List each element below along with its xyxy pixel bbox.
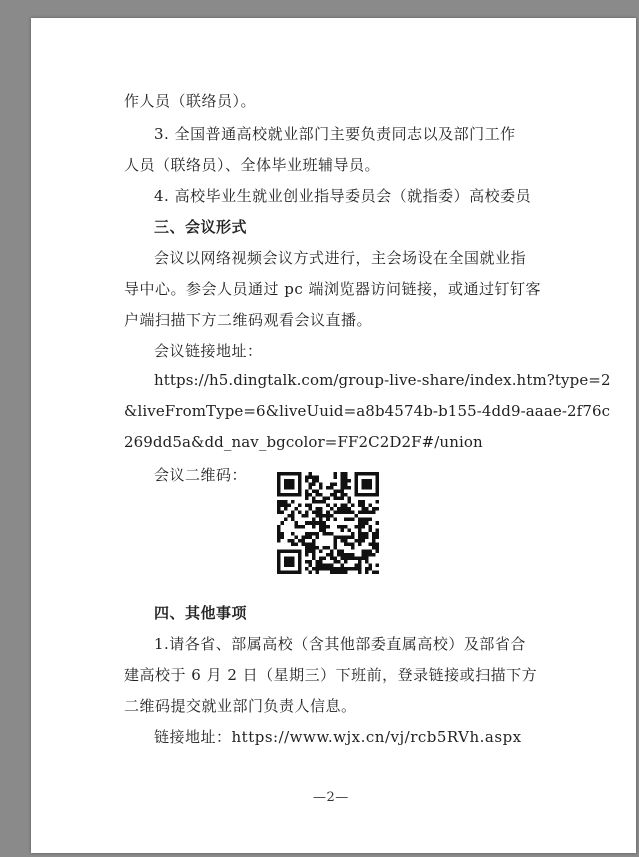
meeting-link-url[interactable]: https://h5.dingtalk.com/group-live-share/index.htm?type=2 bbox=[154, 371, 611, 389]
text-line: 1.请各省、部属高校（含其他部委直属高校）及部省合 bbox=[154, 635, 526, 653]
text-line: 导中心。参会人员通过 pc 端浏览器访问链接，或通过钉钉客 bbox=[124, 280, 542, 298]
section-heading-other-matters: 四、其他事项 bbox=[154, 604, 248, 622]
text-line: 建高校于 6 月 2 日（星期三）下班前，登录链接或扫描下方 bbox=[124, 666, 538, 684]
meeting-link-label: 会议链接地址： bbox=[154, 342, 263, 360]
text-line: 3. 全国普通高校就业部门主要负责同志以及部门工作 bbox=[154, 125, 516, 143]
text-line: 人员（联络员）、全体毕业班辅导员。 bbox=[124, 156, 381, 174]
meeting-link-url[interactable]: 269dd5a&dd_nav_bgcolor=FF2C2D2F#/union bbox=[124, 433, 483, 451]
document-page bbox=[31, 18, 636, 853]
registration-link[interactable]: 链接地址：https://www.wjx.cn/vj/rcb5RVh.aspx bbox=[154, 728, 522, 746]
page-number: —2— bbox=[313, 790, 349, 805]
text-line: 户端扫描下方二维码观看会议直播。 bbox=[124, 311, 373, 329]
qr-code bbox=[277, 472, 379, 574]
meeting-link-url[interactable]: &liveFromType=6&liveUuid=a8b4574b-b155-4dd9-aaae-2f76c bbox=[124, 402, 611, 420]
text-line: 4. 高校毕业生就业创业指导委员会（就指委）高校委员 bbox=[154, 187, 532, 205]
text-line: 会议以网络视频会议方式进行，主会场设在全国就业指 bbox=[154, 249, 527, 267]
section-heading-meeting-format: 三、会议形式 bbox=[154, 218, 248, 236]
meeting-qr-label: 会议二维码： bbox=[154, 466, 248, 484]
text-line: 作人员（联络员）。 bbox=[124, 92, 257, 110]
text-line: 二维码提交就业部门负责人信息。 bbox=[124, 697, 357, 715]
